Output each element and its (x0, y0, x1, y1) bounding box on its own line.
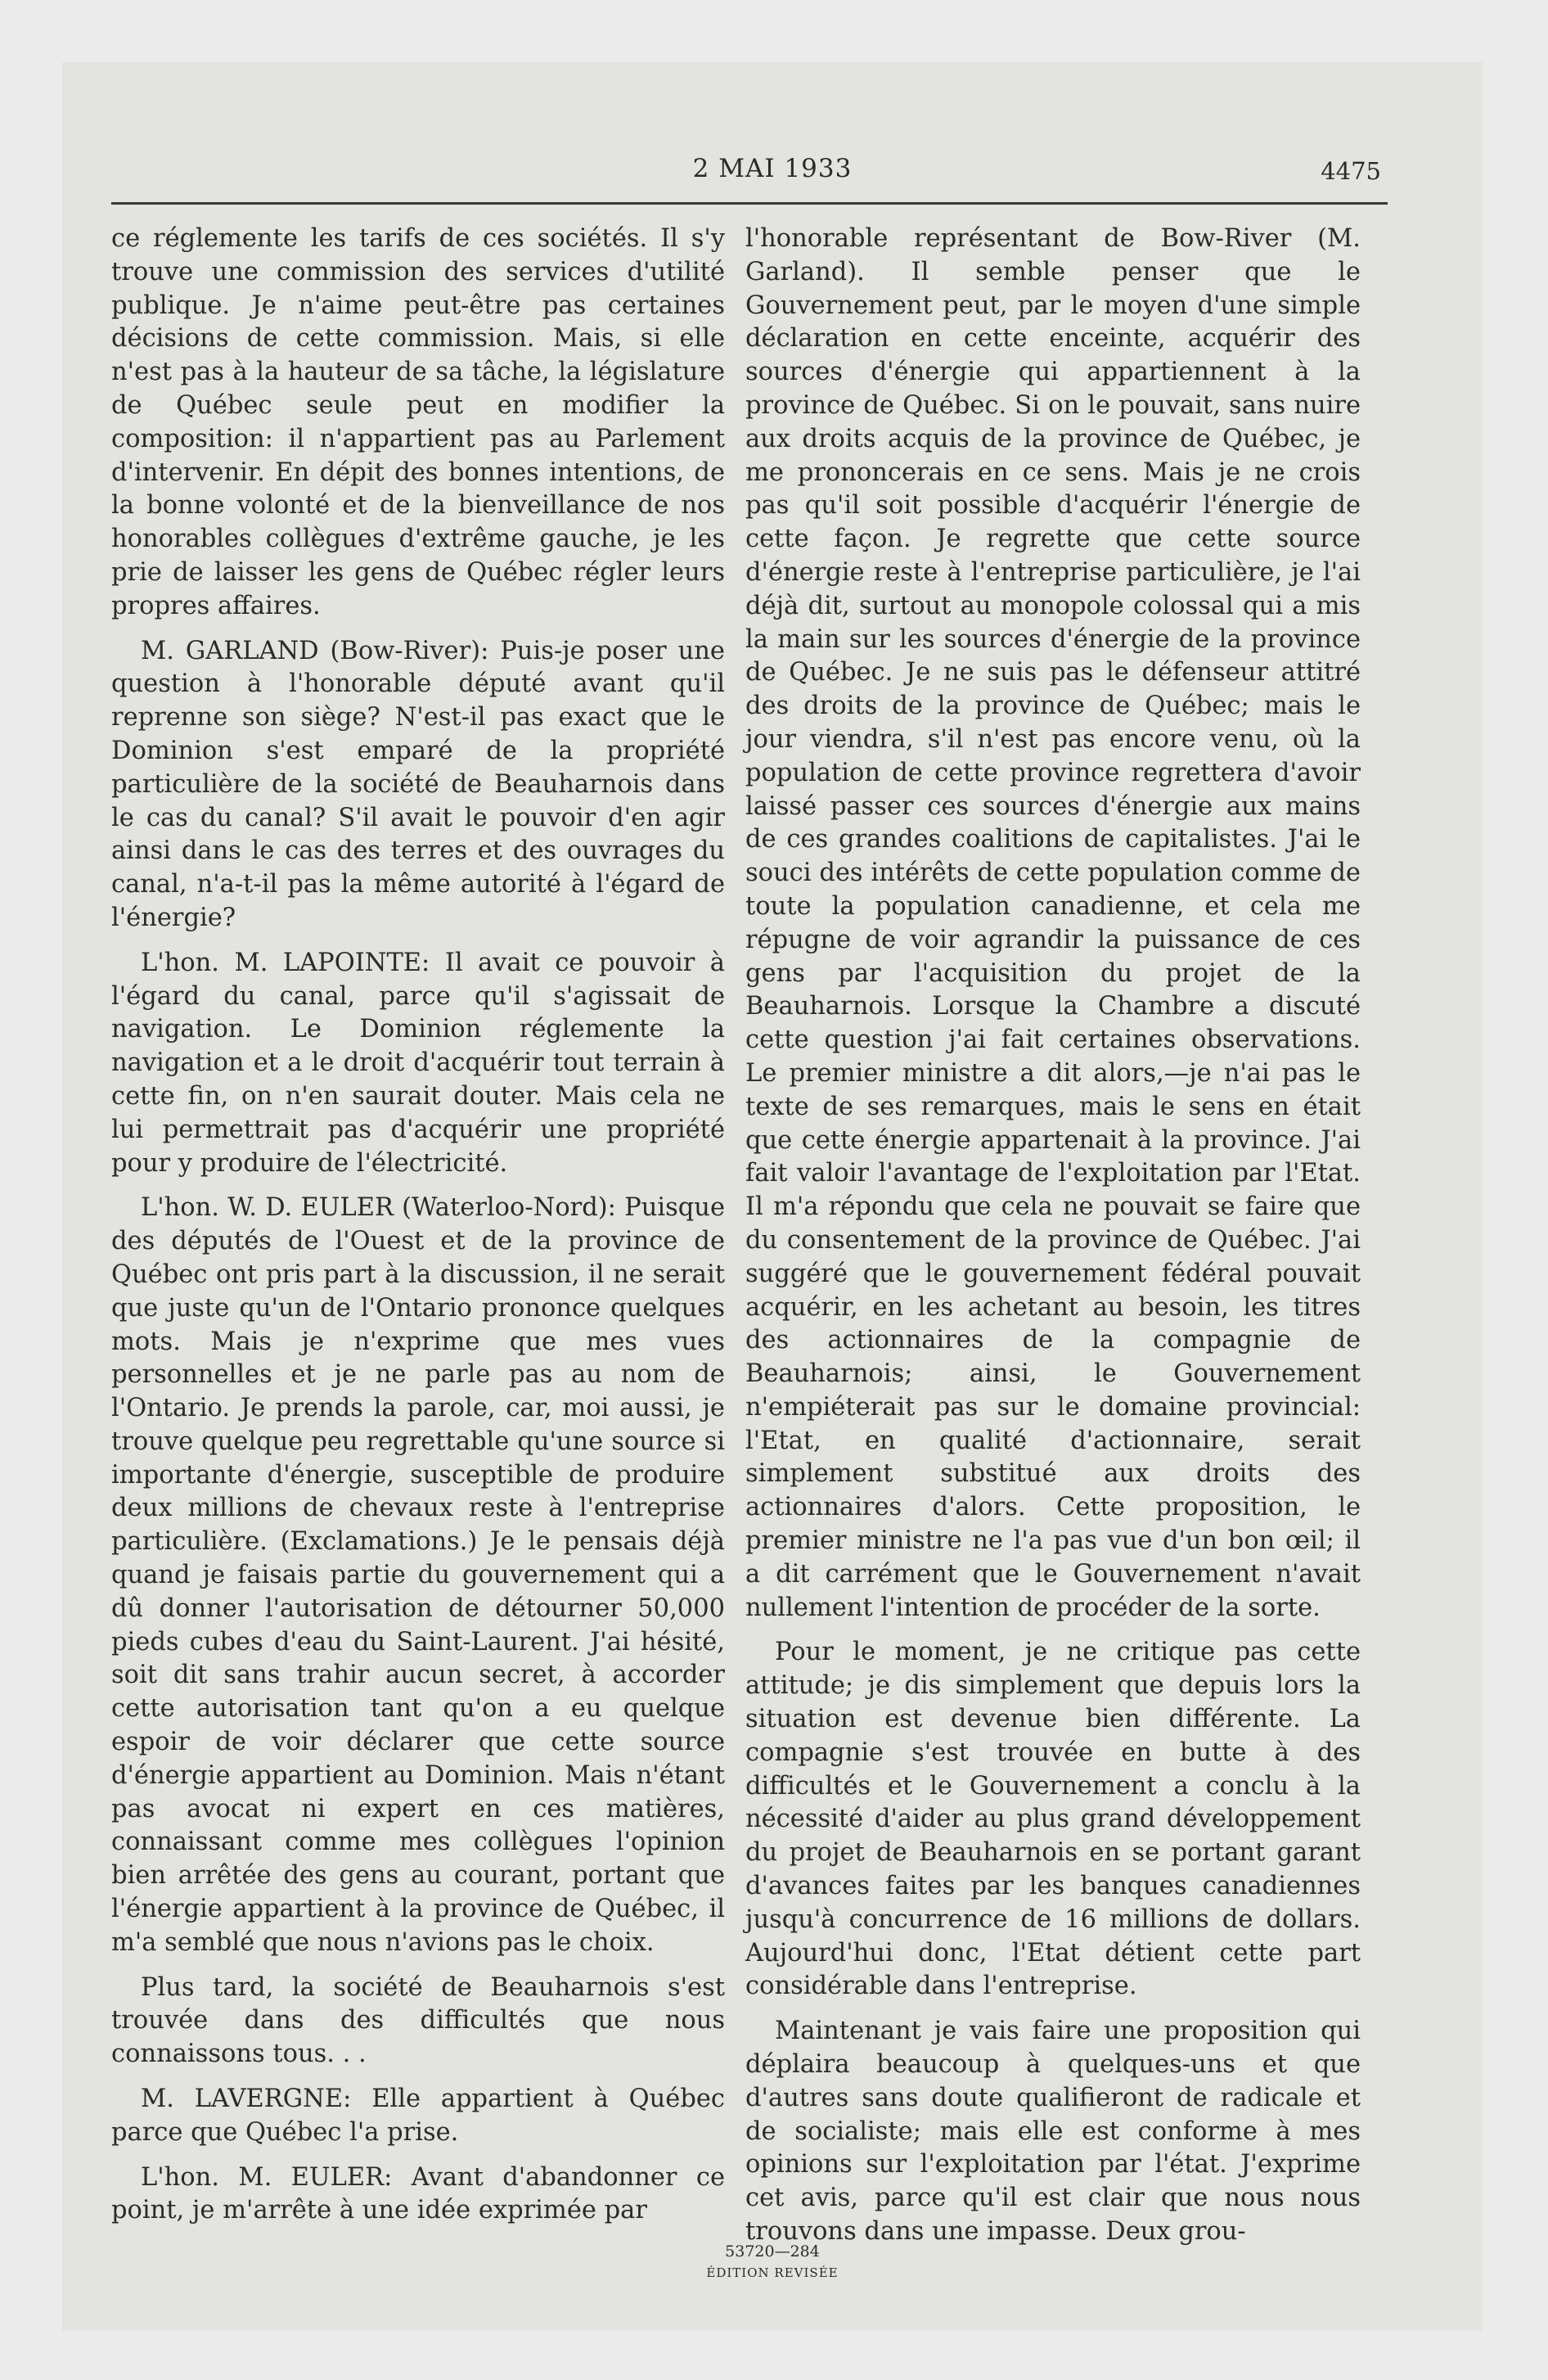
paragraph: Plus tard, la société de Beauharnois s'est trouvée dans des difficultés que nous connaissons tous. . . (111, 1972, 725, 2069)
page (62, 62, 1483, 2331)
footer-code: 53720—284 (725, 2243, 820, 2261)
paragraph: L'hon. M. LAPOINTE: Il avait ce pouvoir à l'égard du canal, parce qu'il s'agissait de navigation. Le Dominion réglemente la navigation et a le droit d'acquérir tout terrain à cette fin, on n'en saurait douter. Mais cela ne lui permettrait pas d'acquérir une propriété pour y produire de l'électricité. (111, 948, 725, 1178)
paragraph: l'honorable représentant de Bow-River (M. Garland). Il semble penser que le Gouvernement peut, par le moyen d'une simple déclaration en cette enceinte, acquérir des sources d'énergie qui appartiennent à la province de Québec. Si on le pouvait, sans nuire aux droits acquis de la province de Québec, je me prononcerais en ce sens. Mais je ne crois pas qu'il soit possible d'acquérir l'énergie de cette façon. Je regrette que cette source d'énergie reste à l'entreprise particulière, je l'ai déjà dit, surtout au monopole colossal qui a mis la main sur les sources d'énergie de la province de Québec. Je ne suis pas le défenseur attitré des droits de la province de Québec; mais le jour viendra, s'il n'est pas encore venu, où la population de cette province regrettera d'avoir laissé passer ces sources d'énergie aux mains de ces grandes coalitions de capitalistes. J'ai le souci des intérêts de cette population comme de toute la population canadienne, et cela me répugne de voir agrandir la puissance de ces gens par l'acquisition du projet de la Beauharnois. Lorsque la Chambre a discuté cette question j'ai fait certaines observations. Le premier ministre a dit alors,—je n'ai pas le texte de ses remarques, mais le sens en était que cette énergie appartenait à la province. J'ai fait valoir l'avantage de l'exploitation par l'Etat. Il m'a répondu que cela ne pouvait se faire que du consentement de la province de Québec. J'ai suggéré que le gouvernement fédéral pouvait acquérir, en les achetant au besoin, les titres des actionnaires de la compagnie de Beauharnois; ainsi, le Gouvernement n'empiéterait pas sur le domaine provincial: l'Etat, en qualité d'actionnaire, serait simplement substitué aux droits des actionnaires d'alors. Cette proposition, le premier ministre ne l'a pas vue d'un bon œil; il a dit carrément que le Gouvernement n'avait nullement l'intention de procéder de la sorte. (745, 224, 1361, 1622)
paragraph: ce réglemente les tarifs de ces sociétés. Il s'y trouve une commission des services d'utilité publique. Je n'aime peut-être pas certaines décisions de cette commission. Mais, si elle n'est pas à la hauteur de sa tâche, la législature de Québec seule peut en modifier la composition: il n'appartient pas au Parlement d'intervenir. En dépit des bonnes intentions, de la bonne volonté et de la bienveillance de nos honorables collègues d'extrême gauche, je les prie de laisser les gens de Québec régler leurs propres affaires. (111, 224, 725, 620)
left-column (111, 223, 725, 2228)
paragraph: M. LAVERGNE: Elle appartient à Québec parce que Québec l'a prise. (111, 2085, 725, 2147)
paragraph: M. GARLAND (Bow-River): Puis-je poser une question à l'honorable député avant qu'il reprenne son siège? N'est-il pas exact que le Dominion s'est emparé de la propriété particulière de la société de Beauharnois dans le cas du canal? S'il avait le pouvoir d'en agir ainsi dans le cas des terres et des ouvrages du canal, n'a-t-il pas la même autorité à l'égard de l'énergie? (111, 636, 725, 932)
page-number: 4475 (1321, 157, 1381, 185)
paragraph: Maintenant je vais faire une proposition qui déplaira beaucoup à quelques-uns et que d'autres sans doute qualifieront de radicale et de socialiste; mais elle est conforme à mes opinions sur l'exploitation par l'état. J'exprime cet avis, parce qu'il est clair que nous nous trouvons dans une impasse. Deux grou- (745, 2017, 1361, 2247)
paragraph: L'hon. M. EULER: Avant d'abandonner ce point, je m'arrête à une idée exprimée par (111, 2162, 725, 2225)
paragraph: L'hon. W. D. EULER (Waterloo-Nord): Puisque des députés de l'Ouest et de la province de Québec ont pris part à la discussion, il ne serait que juste qu'un de l'Ontario prononce quelques mots. Mais je n'exprime que mes vues personnelles et je ne parle pas au nom de l'Ontario. Je prends la parole, car, moi aussi, je trouve quelque peu regrettable qu'une source si importante d'énergie, susceptible de produire deux millions de chevaux reste à l'entreprise particulière. (Exclamations.) Je le pensais déjà quand je faisais partie du gouvernement qui a dû donner l'autorisation de détourner 50,000 pieds cubes d'eau du Saint-Laurent. J'ai hésité, soit dit sans trahir aucun secret, à accorder cette autorisation tant qu'on a eu quelque espoir de voir déclarer que cette source d'énergie appartient au Dominion. Mais n'étant pas avocat ni expert en ces matières, connaissant comme mes collègues l'opinion bien arrêtée des gens au courant, portant que l'énergie appartient à la province de Québec, il m'a semblé que nous n'avions pas le choix. (111, 1193, 725, 1957)
page-footer (62, 2241, 1483, 2283)
paragraph: Pour le moment, je ne critique pas cette attitude; je dis simplement que depuis lors la situation est devenue bien différente. La compagnie s'est trouvée en butte à des difficultés et le Gouvernement a conclu à la nécessité d'aider au plus grand développement du projet de Beauharnois en se portant garant d'avances faites par les banques canadiennes jusqu'à concurrence de 16 millions de dollars. Aujourd'hui donc, l'Etat détient cette part considérable dans l'entreprise. (745, 1638, 1361, 2001)
page-header (62, 154, 1483, 195)
page-date: 2 MAI 1933 (692, 154, 853, 183)
right-column (745, 223, 1361, 2249)
footer-edition: ÉDITION REVISÉE (706, 2265, 839, 2280)
header-rule (111, 202, 1388, 205)
